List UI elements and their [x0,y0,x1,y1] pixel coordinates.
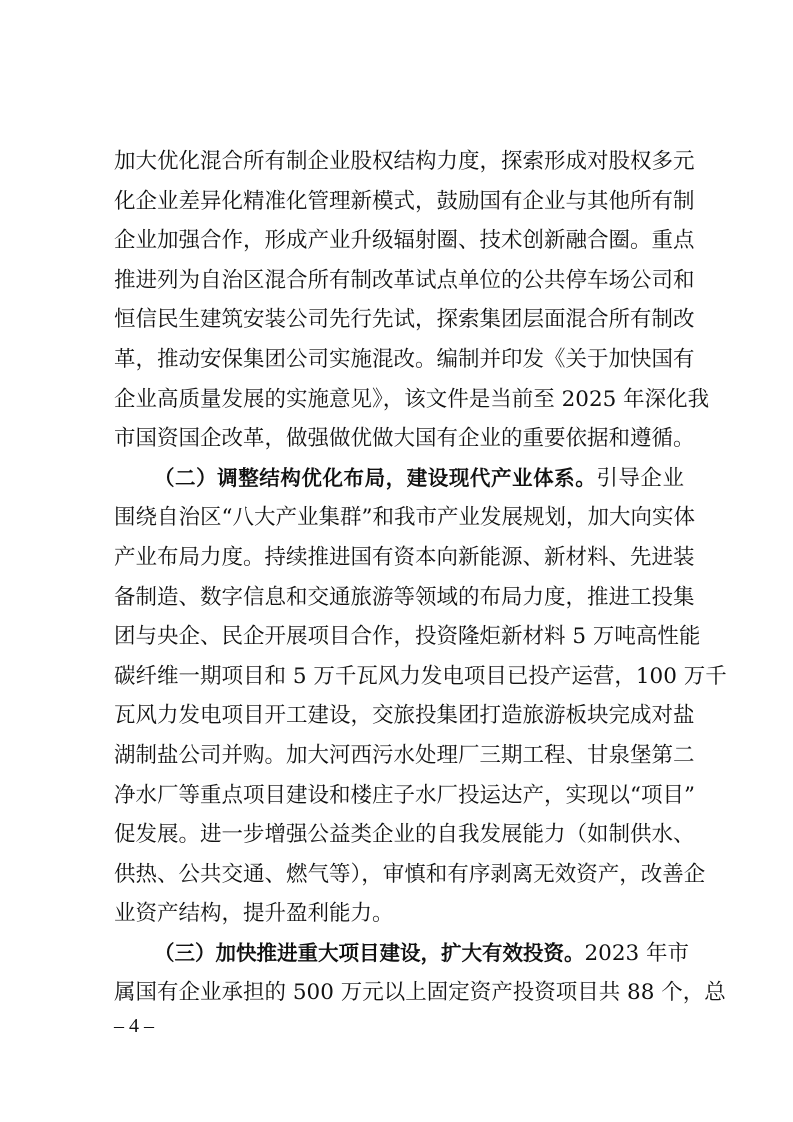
text-line: 团与央企、民企开展项目合作，投资隆炬新材料 5 万吨高性能 [114,624,701,650]
text-line: 围绕自治区“八大产业集群”和我市产业发展规划，加大向实体 [114,505,695,531]
page-number: – 4 – [114,1015,154,1037]
paragraph-3 [114,934,726,1013]
text-line: 化企业差异化精准化管理新模式，鼓励国有企业与其他所有制 [114,188,695,214]
text-line: 碳纤维一期项目和 5 万千瓦风力发电项目已投产运营，100 万千 [114,663,727,689]
section-heading: （二）调整结构优化布局，建设现代产业体系。 [154,465,597,490]
section-heading: （三）加快推进重大项目建设，扩大有效投资。 [154,940,585,965]
text-line: 促发展。进一步增强公益类企业的自我发展能力（如制供水、 [114,822,695,848]
paragraph-1 [114,142,710,459]
text-line: 加大优化混合所有制企业股权结构力度，探索形成对股权多元 [114,149,695,174]
text-line: 企业高质量发展的实施意见》，该文件是当前至 2025 年深化我 [114,386,710,412]
text-line: 供热、公共交通、燃气等），审慎和有序剥离无效资产，改善企 [114,861,706,887]
heading-line-rest: 引导企业 [596,465,684,491]
text-line [114,459,684,499]
text-line: 瓦风力发电项目开工建设，交旅投集团打造旅游板块完成对盐 [114,703,695,729]
text-line: 市国资国企改革，做强做优做大国有企业的重要依据和遵循。 [114,426,695,452]
text-line: 属国有企业承担的 500 万元以上固定资产投资项目共 88 个，总 [114,980,726,1006]
text-line: 湖制盐公司并购。加大河西污水处理厂三期工程、甘泉堡第二 [114,742,695,768]
text-line: 备制造、数字信息和交通旅游等领域的布局力度，推进工投集 [114,584,695,610]
text-line: 推进列为自治区混合所有制改革试点单位的公共停车场公司和 [114,267,695,293]
text-line: 产业布局力度。持续推进国有资本向新能源、新材料、先进装 [114,544,695,570]
heading-line-rest: 2023 年市 [584,940,690,966]
text-line: 业资产结构，提升盈利能力。 [114,901,394,927]
text-line: 革，推动安保集团公司实施混改。编制并印发《关于加快国有 [114,346,695,372]
paragraph-2 [114,459,727,934]
document-body [114,142,727,1013]
text-line [114,934,690,974]
text-line: 恒信民生建筑安装公司先行先试，探索集团层面混合所有制改 [114,307,695,333]
text-line: 净水厂等重点项目建设和楼庄子水厂投运达产，实现以“项目” [114,782,695,808]
text-line: 企业加强合作，形成产业升级辐射圈、技术创新融合圈。重点 [114,228,695,254]
